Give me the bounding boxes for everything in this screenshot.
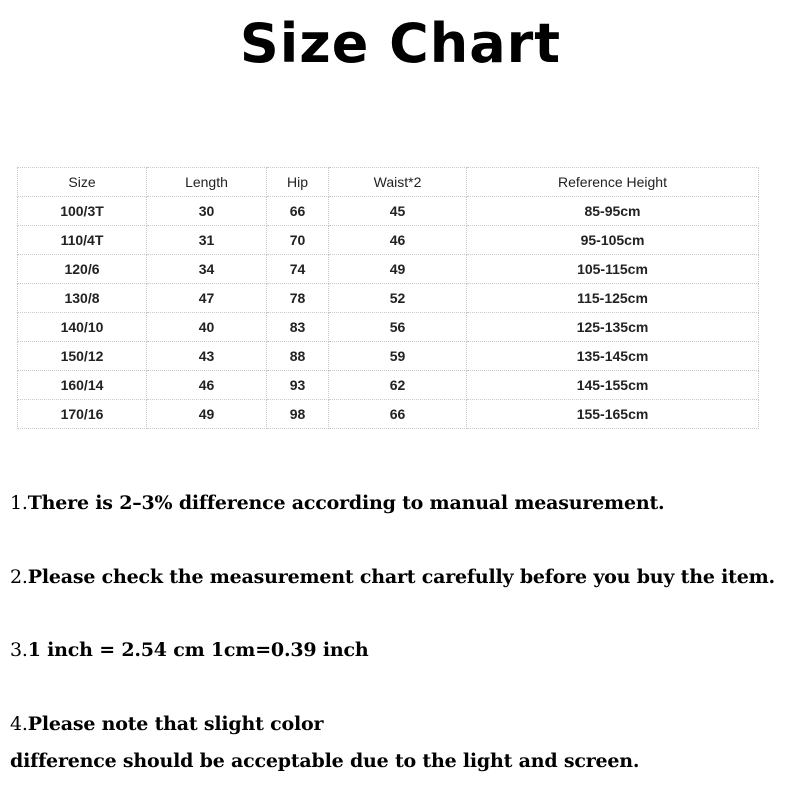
table-header-row <box>18 168 759 197</box>
cell-length: 31 <box>147 226 267 255</box>
cell-size: 170/16 <box>18 400 147 429</box>
note-number: 1. <box>10 492 28 514</box>
cell-hip: 88 <box>267 342 329 371</box>
table-row <box>18 197 759 226</box>
cell-hip: 83 <box>267 313 329 342</box>
note-number: 4. <box>10 713 28 735</box>
table-row <box>18 255 759 284</box>
table-row <box>18 284 759 313</box>
note-line <box>10 492 664 514</box>
cell-size: 120/6 <box>18 255 147 284</box>
cell-reference-height: 135-145cm <box>467 342 759 371</box>
cell-waist: 62 <box>329 371 467 400</box>
cell-length: 49 <box>147 400 267 429</box>
cell-waist: 66 <box>329 400 467 429</box>
note-line <box>10 713 323 735</box>
note-line <box>10 750 639 772</box>
cell-reference-height: 95-105cm <box>467 226 759 255</box>
note-text: 1 inch = 2.54 cm 1cm=0.39 inch <box>27 639 369 661</box>
cell-length: 40 <box>147 313 267 342</box>
cell-hip: 66 <box>267 197 329 226</box>
size-table <box>17 167 759 429</box>
cell-length: 43 <box>147 342 267 371</box>
table-row <box>18 400 759 429</box>
cell-reference-height: 145-155cm <box>467 371 759 400</box>
cell-waist: 56 <box>329 313 467 342</box>
cell-length: 30 <box>147 197 267 226</box>
table-row <box>18 342 759 371</box>
note-line <box>10 639 368 661</box>
cell-hip: 98 <box>267 400 329 429</box>
cell-length: 34 <box>147 255 267 284</box>
cell-size: 160/14 <box>18 371 147 400</box>
cell-waist: 45 <box>329 197 467 226</box>
cell-reference-height: 115-125cm <box>467 284 759 313</box>
cell-size: 140/10 <box>18 313 147 342</box>
note-number: 2. <box>10 566 28 588</box>
cell-hip: 93 <box>267 371 329 400</box>
header-size: Size <box>18 168 147 197</box>
cell-size: 100/3T <box>18 197 147 226</box>
page-title: Size Chart <box>239 12 562 75</box>
header-waist: Waist*2 <box>329 168 467 197</box>
cell-reference-height: 125-135cm <box>467 313 759 342</box>
header-length: Length <box>147 168 267 197</box>
cell-hip: 74 <box>267 255 329 284</box>
note-text: difference should be acceptable due to the light and screen. <box>10 750 640 772</box>
cell-reference-height: 105-115cm <box>467 255 759 284</box>
cell-size: 130/8 <box>18 284 147 313</box>
cell-size: 150/12 <box>18 342 147 371</box>
table-row <box>18 226 759 255</box>
note-text: Please note that slight color <box>27 713 324 735</box>
table-row <box>18 371 759 400</box>
note-line <box>10 566 775 588</box>
cell-reference-height: 155-165cm <box>467 400 759 429</box>
cell-size: 110/4T <box>18 226 147 255</box>
table-row <box>18 313 759 342</box>
cell-waist: 46 <box>329 226 467 255</box>
note-number: 3. <box>10 639 28 661</box>
note-text: Please check the measurement chart carefully before you buy the item. <box>27 566 775 588</box>
header-hip: Hip <box>267 168 329 197</box>
cell-waist: 52 <box>329 284 467 313</box>
cell-length: 46 <box>147 371 267 400</box>
cell-hip: 70 <box>267 226 329 255</box>
header-reference-height: Reference Height <box>467 168 759 197</box>
cell-length: 47 <box>147 284 267 313</box>
cell-hip: 78 <box>267 284 329 313</box>
cell-reference-height: 85-95cm <box>467 197 759 226</box>
cell-waist: 59 <box>329 342 467 371</box>
cell-waist: 49 <box>329 255 467 284</box>
note-text: There is 2–3% difference according to manual measurement. <box>27 492 665 514</box>
